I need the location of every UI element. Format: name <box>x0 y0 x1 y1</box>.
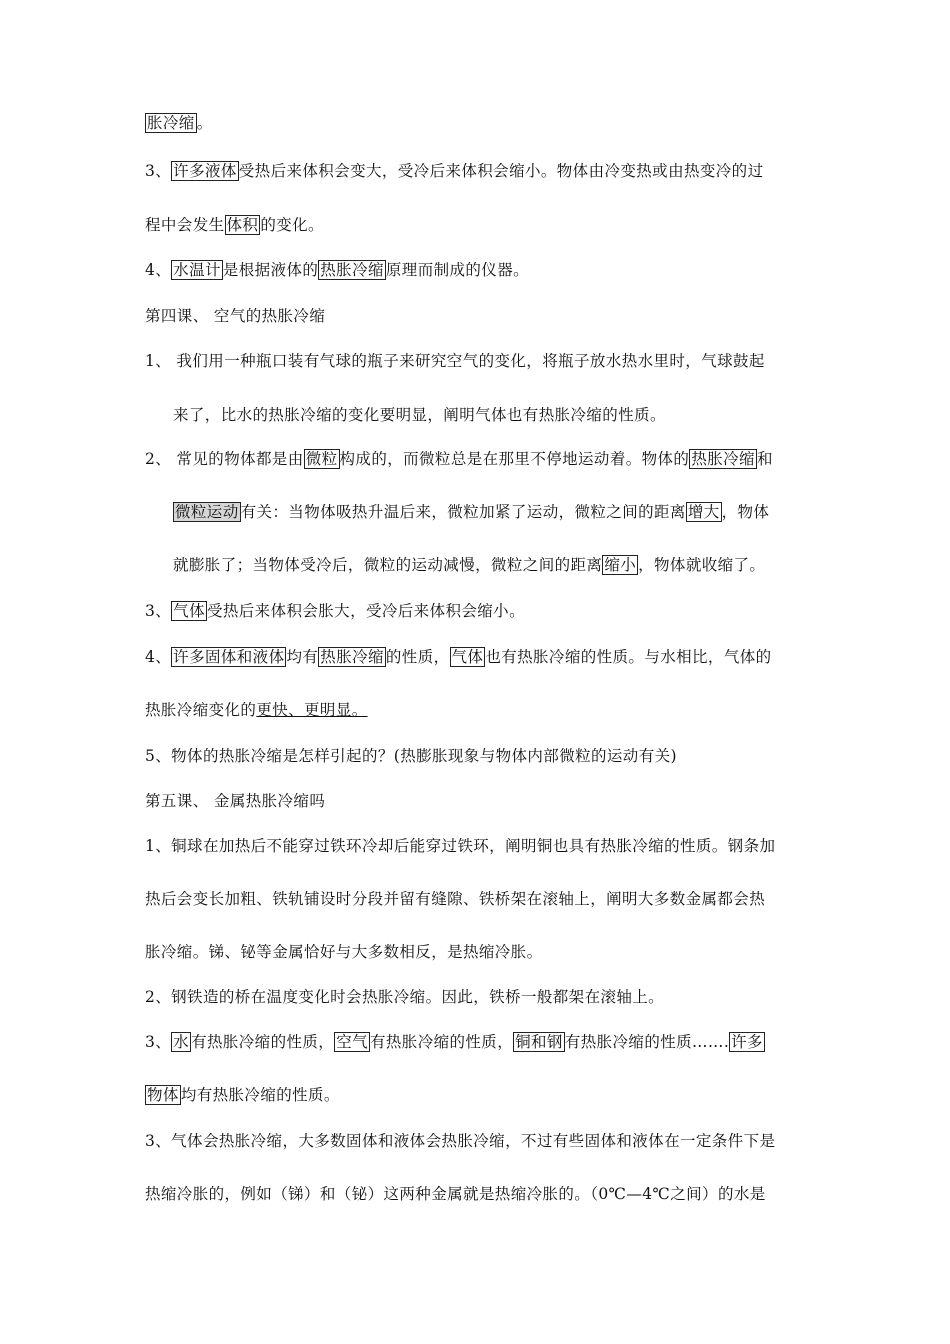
text-segment: 3、气体会热胀冷缩，大多数固体和液体会热胀冷缩，不过有些固体和液体在一定条件下是 <box>145 1132 776 1150</box>
text-line <box>173 554 813 576</box>
text-segment: ，物体 <box>721 503 770 521</box>
text-segment: 就膨胀了；当物体受冷后，微粒的运动减慢，微粒之间的距离 <box>173 556 603 574</box>
text-segment: 2、钢铁造的桥在温度变化时会热胀冷缩。因此，铁桥一般都架在滚轴上。 <box>145 988 665 1006</box>
boxed-term: 物体 <box>147 1086 179 1104</box>
text-line <box>145 790 815 812</box>
boxed-term: 微粒 <box>305 450 338 468</box>
boxed-term: 气体 <box>451 648 484 666</box>
boxed-term: 空气 <box>336 1033 368 1051</box>
text-line <box>145 646 815 668</box>
boxed-term: 水 <box>173 1033 190 1051</box>
text-segment: 程中会发生 <box>145 216 225 234</box>
text-segment: 第五课、 金属热胀冷缩吗 <box>145 792 326 810</box>
text-line <box>145 214 815 236</box>
text-segment: 4、 <box>145 648 172 666</box>
boxed-term: 许多固体和液体 <box>173 648 285 666</box>
text-segment: 均有 <box>286 648 319 666</box>
text-segment: 3、 <box>145 162 172 180</box>
boxed-term: 热胀冷缩 <box>691 450 755 468</box>
text-segment: 原理而制成的仪器。 <box>385 261 529 279</box>
boxed-term: 许多 <box>731 1033 763 1051</box>
boxed-term: 增大 <box>687 503 720 521</box>
text-segment: 3、 <box>145 602 172 620</box>
text-line <box>145 888 815 910</box>
boxed-term: 胀冷缩 <box>147 114 195 132</box>
text-line <box>145 699 815 721</box>
text-line <box>145 986 815 1008</box>
text-segment: 热胀冷缩变化的 <box>145 701 257 719</box>
text-segment: 有热胀冷缩的性质……. <box>564 1033 730 1051</box>
text-segment: 胀冷缩。锑、铋等金属恰好与大多数相反，是热缩冷胀。 <box>145 943 543 961</box>
text-segment: 和 <box>756 450 773 468</box>
boxed-term: 缩小 <box>604 556 637 574</box>
text-segment: 受热后来体积会变大，受冷后来体积会缩小。物体由冷变热或由热变冷的过 <box>238 162 764 180</box>
text-line <box>145 259 815 281</box>
text-segment: 4、 <box>145 261 172 279</box>
boxed-term: 气体 <box>173 602 205 620</box>
boxed-term: 热胀冷缩 <box>320 261 384 279</box>
text-line <box>145 1031 815 1053</box>
boxed-term: 水温计 <box>173 261 221 279</box>
boxed-term: 许多液体 <box>173 162 237 180</box>
boxed-term: 铜和钢 <box>515 1033 563 1051</box>
text-segment: 的变化。 <box>260 216 324 234</box>
text-segment: 有热胀冷缩的性质， <box>370 1033 514 1051</box>
text-segment: 。 <box>196 114 213 132</box>
text-segment: 受热后来体积会胀大，受冷后来体积会缩小。 <box>206 602 525 620</box>
text-line <box>145 941 815 963</box>
text-segment: 1、铜球在加热后不能穿过铁环冷却后能穿过铁环，阐明铜也具有热胀冷缩的性质。钢条加 <box>145 837 776 855</box>
text-segment: 3、 <box>145 1033 172 1051</box>
boxed-term: 体积 <box>226 216 259 234</box>
text-segment: 热缩冷胀的，例如（锑）和（铋）这两种金属就是热缩冷胀的。（0℃—4℃之间）的水是 <box>145 1185 766 1203</box>
text-segment: 来了，比水的热胀冷缩的变化要明显，阐明气体也有热胀冷缩的性质。 <box>173 406 666 424</box>
text-segment: 第四课、 空气的热胀冷缩 <box>145 307 326 325</box>
text-line <box>145 1130 815 1152</box>
text-line <box>145 160 815 182</box>
text-line <box>173 404 813 426</box>
text-line <box>145 600 815 622</box>
text-segment: 是根据液体的 <box>222 261 319 279</box>
text-segment: ，物体就收缩了。 <box>638 556 766 574</box>
underlined-text: 更快、更明显。 <box>256 701 368 719</box>
text-line <box>145 1183 815 1205</box>
text-segment: 1、 我们用一种瓶口装有气球的瓶子来研究空气的变化，将瓶子放水热水里时，气球鼓起 <box>145 352 765 370</box>
boxed-term: 热胀冷缩 <box>320 648 384 666</box>
text-segment: 的性质， <box>385 648 450 666</box>
text-segment: 构成的，而微粒总是在那里不停地运动着。物体的 <box>339 450 690 468</box>
text-line <box>145 112 815 134</box>
text-segment: 热后会变长加粗、铁轨铺设时分段并留有缝隙、铁桥架在滚轴上，阐明大多数金属都会热 <box>145 890 766 908</box>
boxed-term: 微粒运动 <box>175 503 239 521</box>
text-line <box>145 745 815 767</box>
text-segment: 2、 常见的物体都是由 <box>145 450 304 468</box>
text-line <box>145 350 815 372</box>
text-line <box>145 448 815 470</box>
text-segment: 均有热胀冷缩的性质。 <box>180 1086 340 1104</box>
text-segment: 也有热胀冷缩的性质。与水相比，气体的 <box>485 648 772 666</box>
text-line <box>145 1084 815 1106</box>
text-line <box>145 305 815 327</box>
text-line <box>173 501 813 523</box>
text-segment: 5、物体的热胀冷缩是怎样引起的？(热膨胀现象与物体内部微粒的运动有关) <box>145 747 677 765</box>
text-segment: 有关：当物体吸热升温后来，微粒加紧了运动，微粒之间的距离 <box>240 503 686 521</box>
text-segment: 有热胀冷缩的性质， <box>191 1033 335 1051</box>
text-line <box>145 835 815 857</box>
